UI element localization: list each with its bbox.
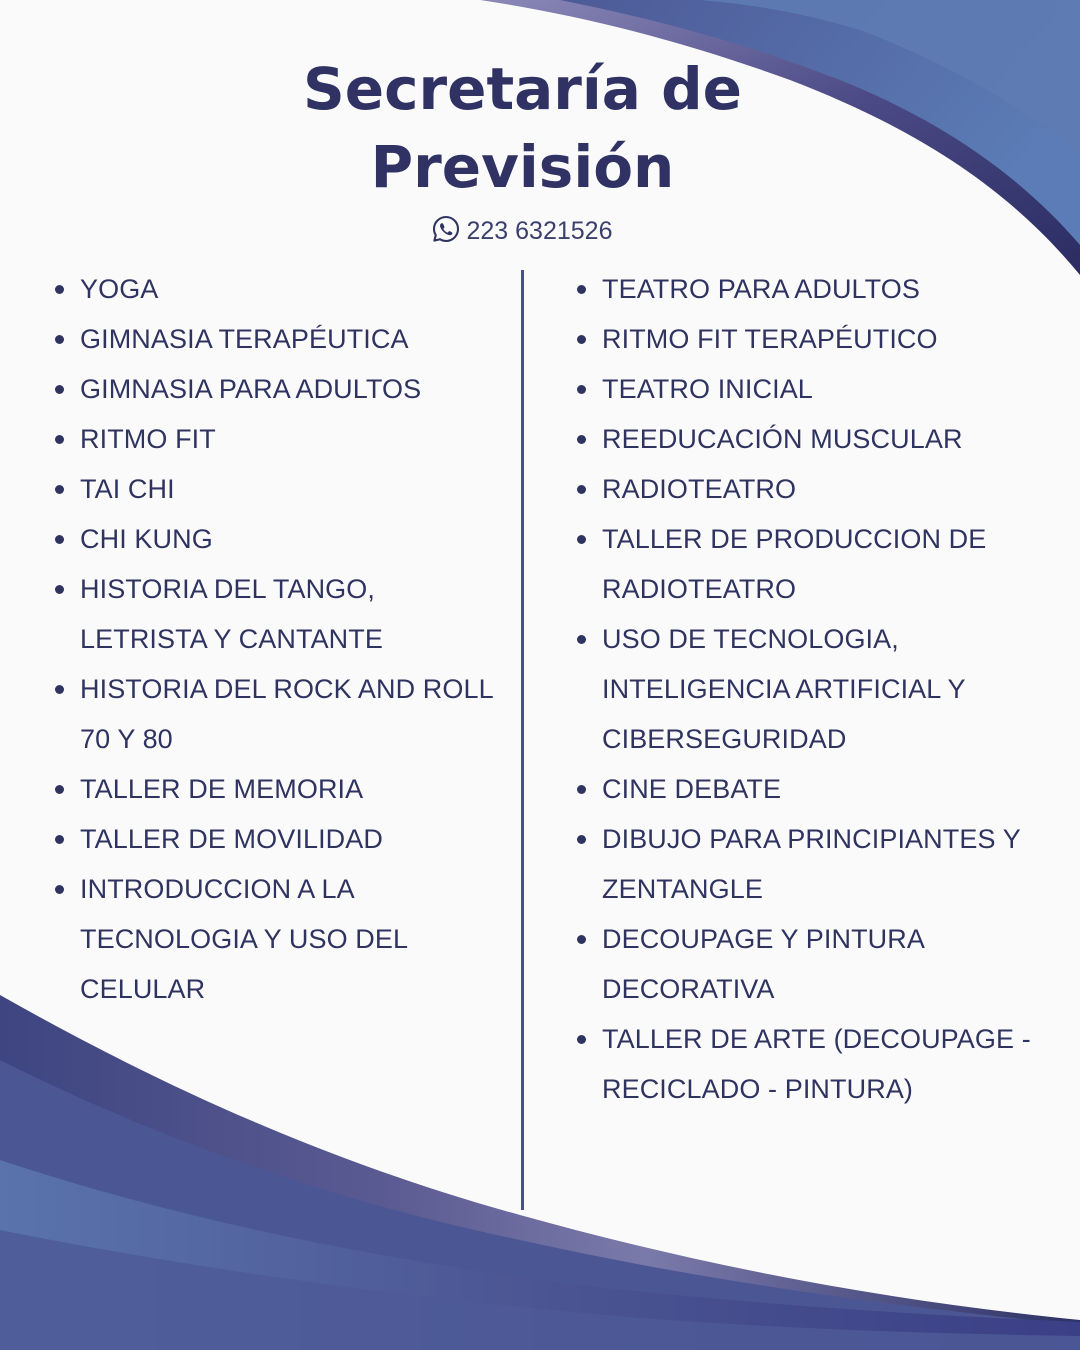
- activity-item: YOGA: [80, 264, 500, 314]
- activity-item: TALLER DE MOVILIDAD: [80, 814, 500, 864]
- activity-item: HISTORIA DEL TANGO, LETRISTA Y CANTANTE: [80, 564, 500, 664]
- whatsapp-icon: [431, 214, 461, 244]
- activity-item: DECOUPAGE Y PINTURA DECORATIVA: [602, 914, 1042, 1014]
- column-divider: [521, 270, 524, 1210]
- phone-number: 223 6321526: [466, 217, 613, 245]
- activity-item: TAI CHI: [80, 464, 500, 514]
- activity-item: HISTORIA DEL ROCK AND ROLL 70 Y 80: [80, 664, 500, 764]
- activity-item: DIBUJO PARA PRINCIPIANTES Y ZENTANGLE: [602, 814, 1042, 914]
- title-line-2: Previsión: [370, 133, 675, 201]
- activity-item: TEATRO INICIAL: [602, 364, 1042, 414]
- activity-item: TALLER DE ARTE (DECOUPAGE - RECICLADO - PINTURA): [602, 1014, 1042, 1114]
- activity-item: TALLER DE PRODUCCION DE RADIOTEATRO: [602, 514, 1042, 614]
- phone-contact[interactable]: [0, 212, 1043, 250]
- activity-item: CINE DEBATE: [602, 764, 1042, 814]
- title-line-1: Secretaría de: [303, 55, 742, 123]
- activity-item: RITMO FIT TERAPÉUTICO: [602, 314, 1042, 364]
- activity-item: RITMO FIT: [80, 414, 500, 464]
- activities-list-left: [80, 264, 500, 1014]
- activity-item: RADIOTEATRO: [602, 464, 1042, 514]
- activity-item: TEATRO PARA ADULTOS: [602, 264, 1042, 314]
- activity-item: REEDUCACIÓN MUSCULAR: [602, 414, 1042, 464]
- page-title: [0, 50, 1045, 206]
- activities-list-right: [602, 264, 1042, 1114]
- activity-item: INTRODUCCION A LA TECNOLOGIA Y USO DEL CELULAR: [80, 864, 500, 1014]
- activity-item: GIMNASIA TERAPÉUTICA: [80, 314, 500, 364]
- activity-item: CHI KUNG: [80, 514, 500, 564]
- activity-item: USO DE TECNOLOGIA, INTELIGENCIA ARTIFICIAL Y CIBERSEGURIDAD: [602, 614, 1042, 764]
- activity-item: TALLER DE MEMORIA: [80, 764, 500, 814]
- activity-item: GIMNASIA PARA ADULTOS: [80, 364, 500, 414]
